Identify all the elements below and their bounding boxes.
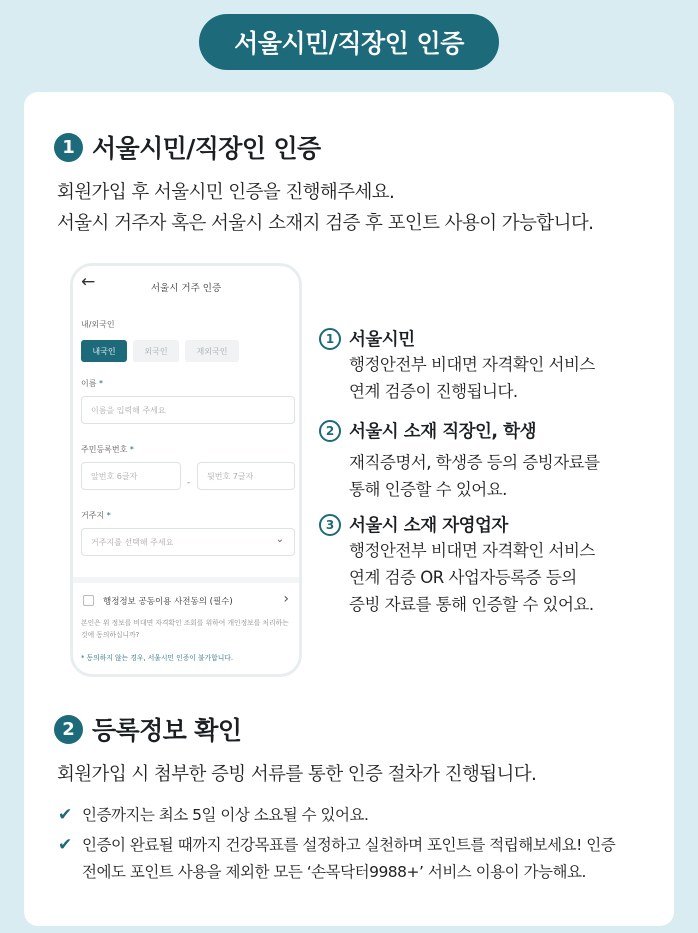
rrn-label: 주민등록번호 *: [81, 445, 134, 454]
back-arrow-icon[interactable]: ←: [81, 272, 96, 292]
item3-number-icon: 3: [319, 514, 341, 536]
check-item-2-text: 인증이 완료될 때까지 건강목표를 설정하고 실천하며 포인트를 적립해보세요! 인증 전에도 포인트 사용을 제외한 모든 ‘손목닥터9988+’ 서비스 이용이 가능해요.: [82, 836, 616, 881]
chip-overseas-korean[interactable]: 재외국인: [185, 340, 239, 362]
phone-mockup: [70, 263, 302, 677]
section1-desc-line2: 서울시 거주자 혹은 서울시 소재지 검증 후 포인트 사용이 가능합니다.: [57, 213, 594, 234]
name-label: 이름 *: [81, 379, 104, 388]
item-worker-student: [319, 418, 600, 503]
section1-title: 서울시민/직장인 인증: [92, 134, 321, 163]
item1-title: 서울시민: [349, 330, 415, 350]
rrn-dash: -: [187, 478, 191, 488]
section1-description: [57, 177, 593, 239]
agree-checkbox[interactable]: [83, 595, 94, 606]
section1-desc-line1: 회원가입 후 서울시민 인증을 진행해주세요.: [57, 182, 395, 203]
chip-foreigner[interactable]: 외국인: [133, 340, 179, 362]
item1-body: 행정안전부 비대면 자격확인 서비스 연계 검증이 진행됩니다.: [349, 355, 595, 401]
check-item-2: [58, 832, 615, 886]
section2-heading: [54, 711, 241, 747]
nationality-label: 내/외국인: [81, 320, 115, 329]
agree-label: 행정정보 공동이용 사전동의 (필수): [103, 597, 233, 607]
section2-title: 등록정보 확인: [92, 716, 242, 745]
check-item-1: [58, 802, 368, 829]
item1-number-icon: 1: [319, 328, 341, 350]
page-title-pill: 서울시민/직장인 인증: [199, 14, 499, 70]
item2-number-icon: 2: [319, 420, 341, 442]
rrn-back-input[interactable]: 뒷번호 7글자: [197, 462, 295, 490]
item2-title: 서울시 소재 직장인, 학생: [349, 422, 536, 442]
section1-number-badge: 1: [54, 133, 83, 162]
name-input[interactable]: 이름을 입력해 주세요: [81, 396, 295, 424]
chevron-down-icon: ⌄: [275, 534, 284, 545]
divider: [73, 577, 299, 583]
rrn-front-input[interactable]: 앞번호 6글자: [81, 462, 181, 490]
content-card: [24, 92, 674, 926]
section2-description: 회원가입 시 첨부한 증빙 서류를 통한 인증 절차가 진행됩니다.: [57, 764, 537, 785]
check-icon: ✔: [58, 805, 73, 825]
chip-korean[interactable]: 내국인: [81, 340, 127, 362]
phone-header: [73, 266, 299, 306]
item3-body: 행정안전부 비대면 자격확인 서비스 연계 검증 OR 사업자등록증 등의 증빙 자료를 통해 인증할 수 있어요.: [349, 541, 595, 614]
agree-note: 본인은 위 정보를 비대면 자격확인 조회를 위하여 개인정보를 처리하는 것에 동의하십니까?: [81, 619, 289, 639]
address-label: 거주지 *: [81, 511, 111, 520]
item-self-employed: [319, 512, 595, 618]
section1-heading: [54, 129, 321, 165]
address-placeholder: 거주지를 선택해 주세요: [91, 537, 174, 547]
phone-screen-title: 서울시 거주 인증: [150, 283, 222, 294]
check-icon: ✔: [58, 835, 73, 855]
item3-title: 서울시 소재 자영업자: [349, 516, 508, 536]
agree-warning: * 동의하지 않는 경우, 서울시민 인증이 불가합니다.: [81, 654, 233, 662]
item2-body: 재직증명서, 학생증 등의 증빙자료를 통해 인증할 수 있어요.: [349, 453, 600, 499]
chevron-right-icon[interactable]: ›: [283, 591, 289, 607]
address-select[interactable]: [81, 528, 295, 556]
section2-number-badge: 2: [54, 715, 83, 744]
check-item-1-text: 인증까지는 최소 5일 이상 소요될 수 있어요.: [82, 806, 369, 824]
item-seoul-citizen: [319, 326, 595, 405]
